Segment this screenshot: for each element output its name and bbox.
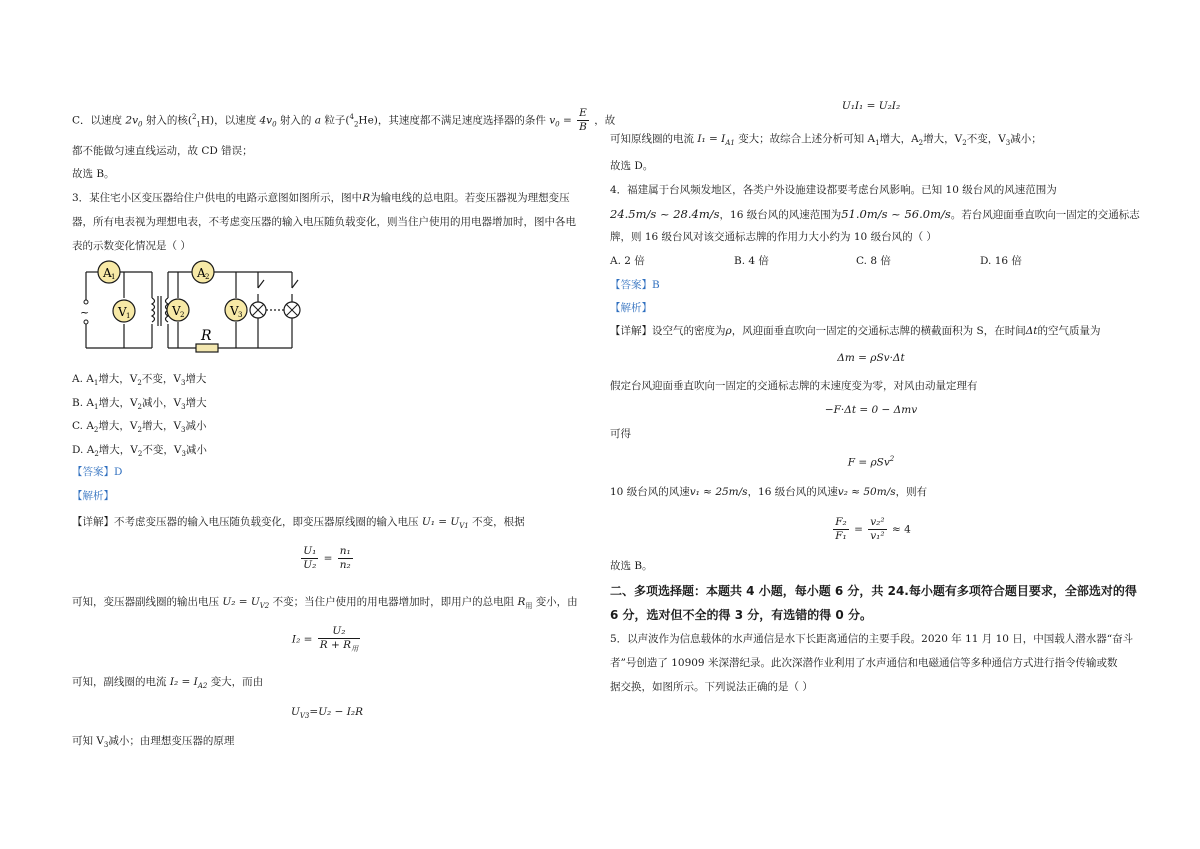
ratio-formula: $\frac{\text{U₁}}{\text{U₂}}$ = $\frac{\text{n₁}}{\text{n₂}}$ — [303, 545, 351, 572]
ac-source-symbol: ~ — [80, 306, 90, 319]
q4-detail-line2: 假定台风迎面垂直吹向一固定的交通标志牌的末速度变为零，对风由动量定理有 — [610, 380, 978, 392]
svg-text:A: A — [197, 266, 206, 280]
q3-stem-line1: 3．某住宅小区变压器给住户供电的电路示意图如图所示，图中R为输电线的总电阻。若变压器视为理想变压 — [72, 192, 570, 204]
circuit-diagram — [74, 258, 304, 358]
q3-answer: 【答案】D — [72, 466, 123, 478]
q4-option-d: D. 16 倍 — [980, 255, 1022, 267]
resistor-r-icon — [196, 328, 218, 352]
q4-stem-line3: 牌，则 16 级台风对该交通标志牌的作用力大小约为 10 级台风的（ ） — [610, 231, 937, 243]
q4-detail-line3: 可得 — [610, 428, 631, 440]
lamp-icon — [250, 302, 266, 318]
q3-analysis-tag: 【解析】 — [72, 490, 114, 502]
q4-analysis-tag: 【解析】 — [610, 302, 652, 314]
option-c-text: C．以速度 $2v_0$ 射入的核($^2_1$H)，以速度 $4v_0$ 射入的 a 粒子($^4_2$He)，其速度都不满足速度选择器的条件 $v_0$ = $\frac{E}{B}$ ，故 — [72, 107, 616, 134]
q4-detail-line1: 【详解】设空气的密度为ρ，风迎面垂直吹向一固定的交通标志牌的横截面积为 S，在时间Δt的空气质量为 — [610, 325, 1101, 337]
source-terminal-icon — [84, 300, 88, 304]
q4-stem-line2: 24.5m/s ~ 28.4m/s，16 级台风的风速范围为51.0m/s ~ 56.0m/s。若台风迎面垂直吹向一固定的交通标志 — [610, 207, 1140, 221]
current-formula: I₂ = $\frac{\text{U₂}}{R + R_用}$ — [291, 625, 359, 654]
option-c-conclusion: 都不能做匀速直线运动，故 CD 错误； — [72, 145, 253, 157]
voltmeter-v3-icon — [225, 299, 247, 321]
q3-stem-line3: 表的示数变化情况是（ ） — [72, 240, 191, 252]
mass-equation: Δm = ρSv·Δt — [837, 352, 905, 364]
svg-text:2: 2 — [180, 311, 185, 319]
lamp-icon — [284, 302, 300, 318]
q5-stem-line2: 者”号创造了 10909 米深潜纪录。此次深潜作业利用了水声通信和电磁通信等多种通信方式进行指令传输或数 — [610, 657, 1118, 669]
svg-text:V: V — [118, 305, 127, 319]
q3-detail-line4: 可知 $V_3$减小；由理想变压器的原理 — [72, 735, 235, 750]
q4-option-a: A. 2 倍 — [610, 255, 645, 267]
power-equation: U₁I₁ = U₂I₂ — [841, 100, 901, 112]
section-two-heading-line2: 6 分，选对但不全的得 3 分，有选错的得 0 分。 — [610, 608, 872, 622]
q3-option-a: A. $A_1$增大，$V_2$不变，$V_3$增大 — [72, 373, 207, 388]
e-over-b-fraction: $\frac{E}{B}$ — [579, 107, 587, 134]
svg-text:3: 3 — [238, 311, 243, 319]
ammeter-a1-icon — [98, 261, 120, 283]
q4-option-b: B. 4 倍 — [734, 255, 769, 267]
force-equation: F = ρSv$^2$ — [847, 455, 895, 469]
svg-text:1: 1 — [126, 312, 131, 320]
voltmeter-v1-icon — [113, 300, 135, 322]
q4-detail-line4: 10 级台风的风速v₁ ≈ 25m/s，16 级台风的风速v₂ ≈ 50m/s，则有 — [610, 486, 928, 498]
q3-stem-line2: 器，所有电表视为理想电表，不考虑变压器的输入电压随负载变化，则当住户使用的用电器增加时，图中各电 — [72, 216, 576, 228]
q3-option-d: D. $A_2$增大，$V_2$不变，$V_3$减小 — [72, 444, 207, 459]
q3-detail-line1: 【详解】不考虑变压器的输入电压随负载变化，即变压器原线圈的输入电压 $U_1 = U_{V1}$ 不变，根据 — [72, 516, 525, 531]
section-two-heading-line1: 二、多项选择题：本题共 4 小题，每小题 6 分，共 24.每小题有多项符合题目要求，全部选对的得 — [610, 584, 1137, 598]
q4-stem-line1: 4．福建属于台风频发地区，各类户外设施建设都要考虑台风影响。已知 10 级台风的风速范围为 — [610, 184, 1057, 196]
choose-b-line: 故选 B。 — [610, 560, 653, 572]
q3-conclusion-line: 可知原线圈的电流 $I_1 = I_{A1}$ 变大；故综合上述分析可知 $A_1$增大，$A_2$增大，$V_2$不变，$V_3$减小； — [610, 133, 1042, 148]
q3-option-c: C. $A_2$增大，$V_2$增大，$V_3$减小 — [72, 420, 207, 435]
q3-option-b: B. $A_1$增大，$V_2$减小，$V_3$增大 — [72, 397, 207, 412]
ammeter-a2-icon — [192, 261, 214, 283]
voltage-formula: $U_{V3}=U_2 - I_2R$ — [291, 706, 363, 721]
q5-stem-line3: 据交换，如图所示。下列说法正确的是（ ） — [610, 681, 813, 693]
q4-answer: 【答案】B — [610, 279, 660, 291]
q4-option-c: C. 8 倍 — [856, 255, 891, 267]
force-ratio-equation: $\frac{\text{F₂}}{\text{F₁}}$ = $\frac{\text{v₂²}}{\text{v₁²}}$ ≈ 4 — [835, 516, 911, 543]
svg-text:1: 1 — [111, 273, 116, 281]
choose-b-line: 故选 B。 — [72, 168, 115, 180]
svg-text:2: 2 — [205, 273, 210, 281]
voltmeter-v2-icon — [167, 299, 189, 321]
svg-text:A: A — [103, 266, 112, 280]
svg-text:R: R — [201, 328, 212, 344]
svg-text:V: V — [172, 304, 181, 318]
q5-stem-line1: 5．以声波作为信息载体的水声通信是水下长距离通信的主要手段。2020 年 11 月 10 日，中国载人潜水器“奋斗 — [610, 633, 1134, 645]
svg-text:V: V — [230, 304, 239, 318]
source-terminal-icon — [84, 320, 88, 324]
momentum-equation: −F·Δt = 0 − Δmv — [824, 404, 918, 416]
choose-d-line: 故选 D。 — [610, 160, 654, 172]
q3-detail-line2: 可知，变压器副线圈的输出电压 $U_2 = U_{V2}$ 不变；当住户使用的用电器增加时，即用户的总电阻 $R_用$ 变小，由 — [72, 596, 578, 611]
q3-detail-line3: 可知，副线圈的电流 $I_2 = I_{A2}$ 变大，而由 — [72, 676, 264, 691]
